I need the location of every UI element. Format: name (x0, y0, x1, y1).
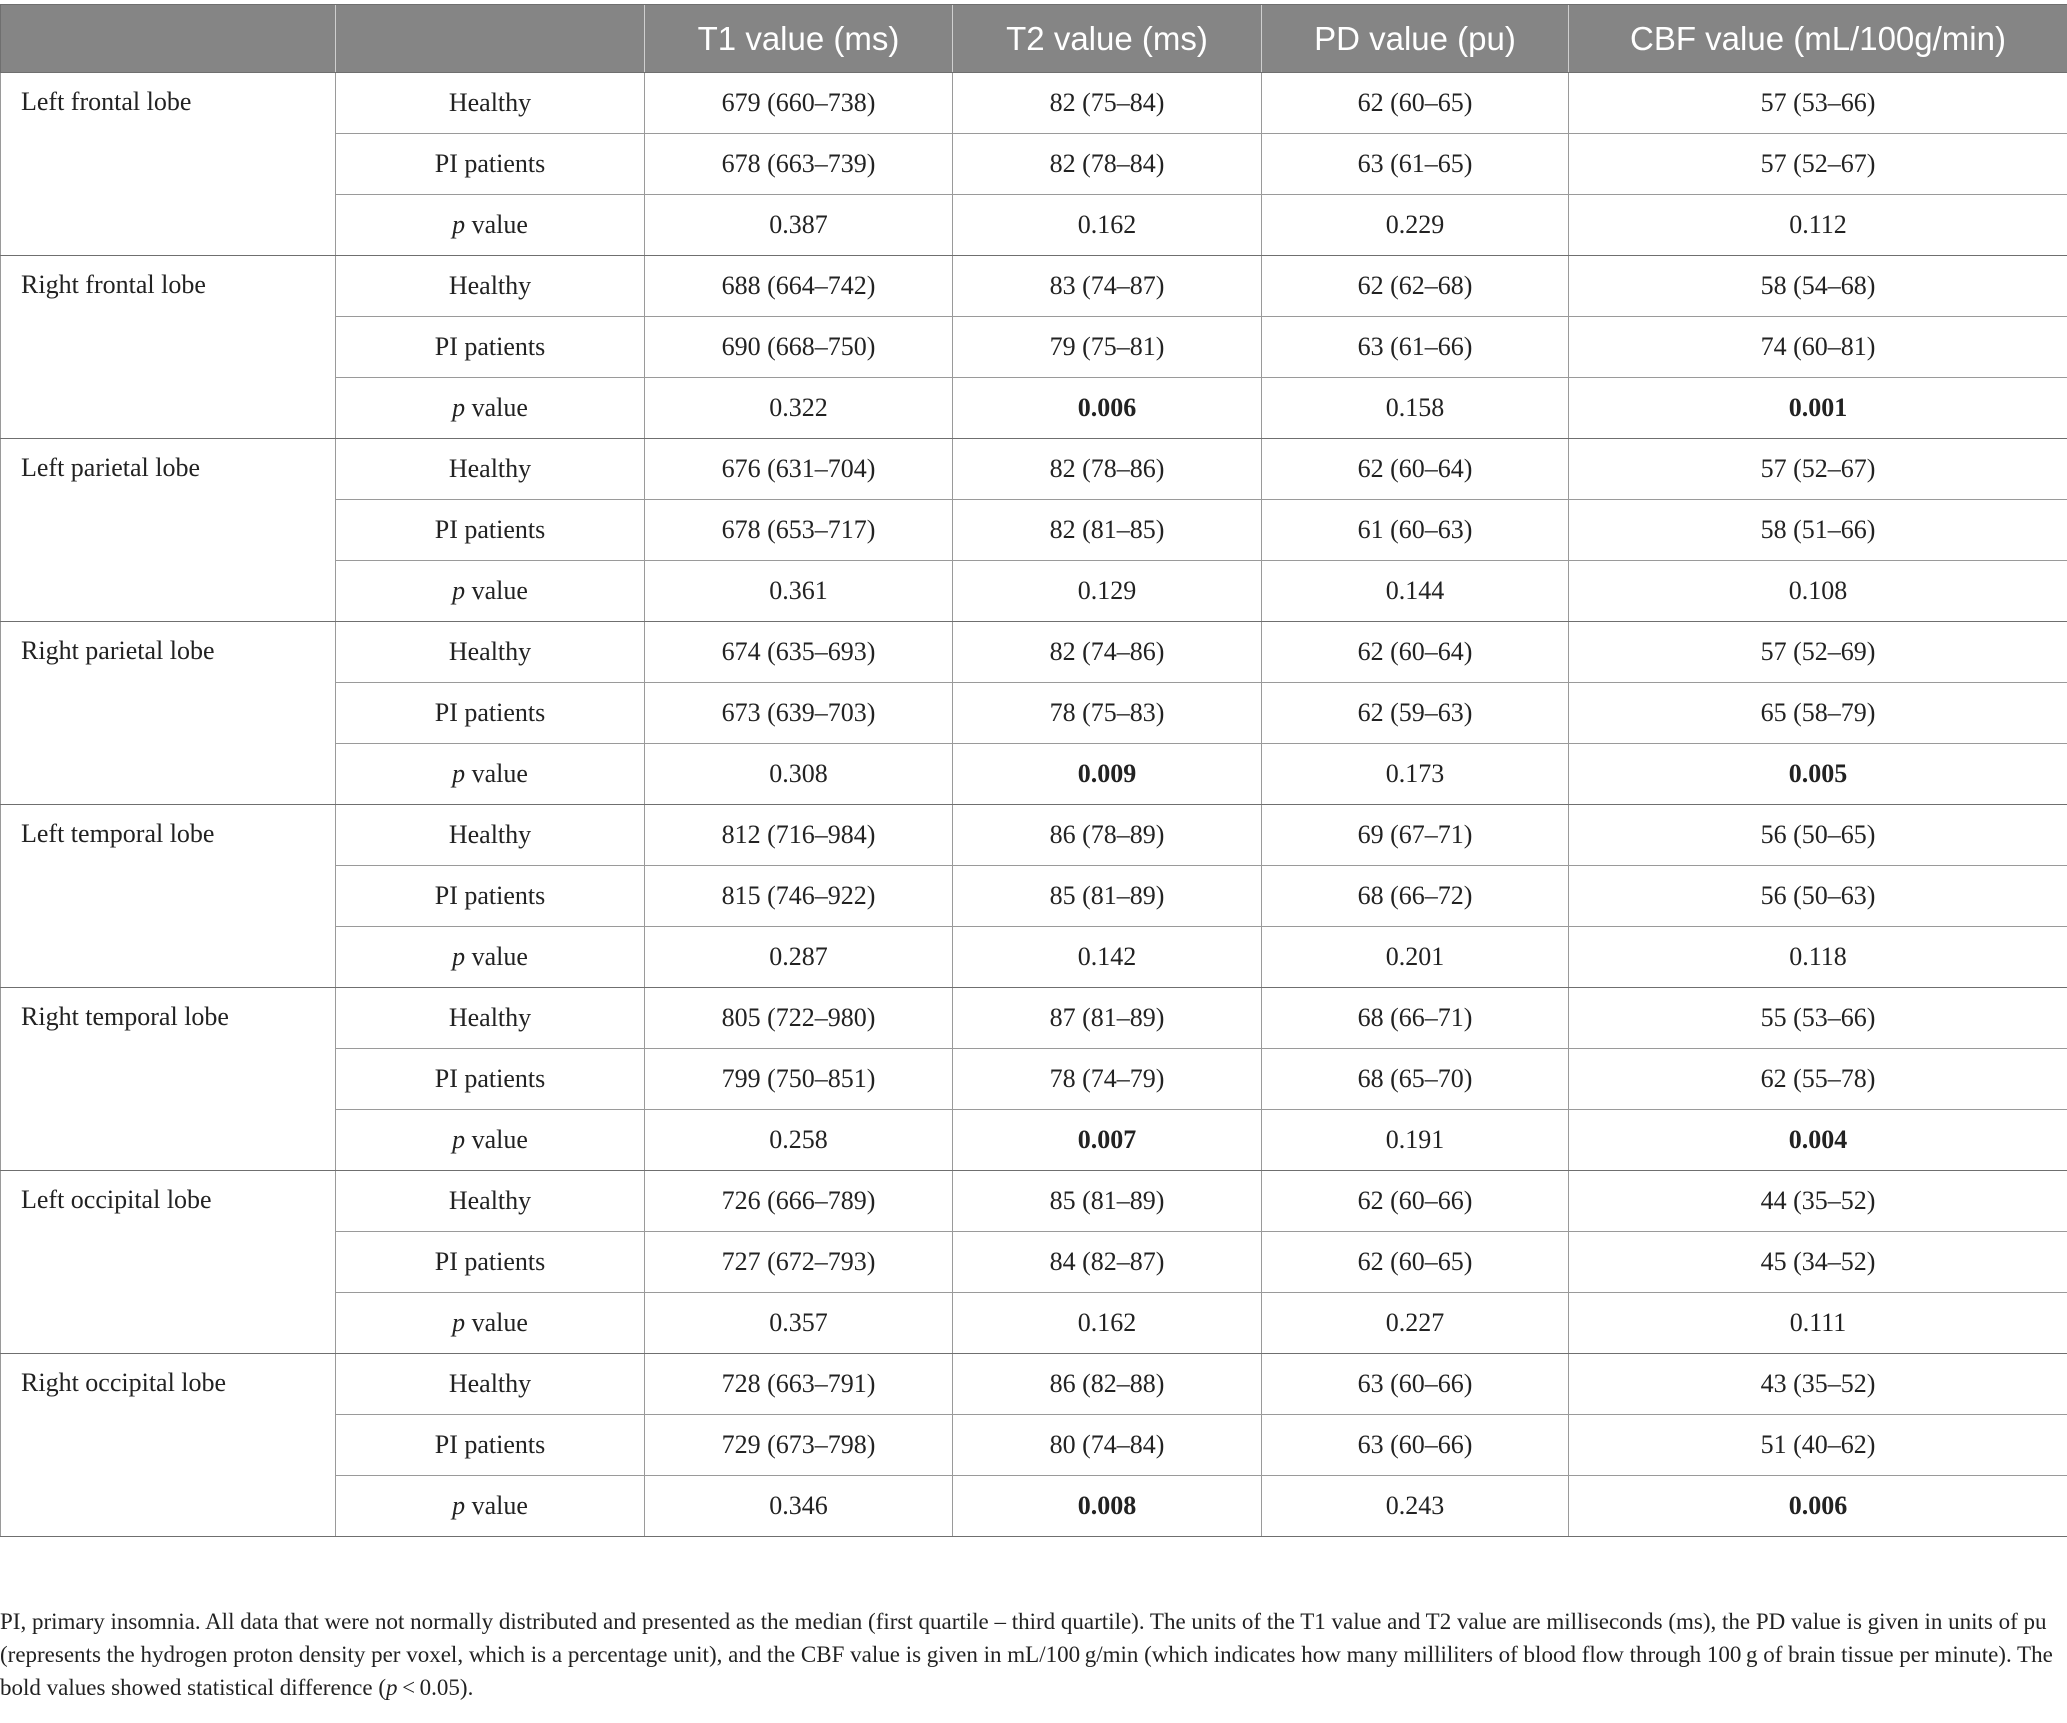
cell-t1-p-value: 0.308 (645, 744, 953, 805)
results-table (0, 4, 2067, 1537)
cell-pd-p-value: 0.158 (1262, 378, 1569, 439)
cell-t2-p-value: 0.162 (953, 195, 1262, 256)
p-value-word: value (465, 210, 528, 239)
table-row (1, 805, 2067, 866)
header-pd: PD value (pu) (1262, 5, 1569, 73)
cell-pd-p-value: 0.173 (1262, 744, 1569, 805)
header-t2: T2 value (ms) (953, 5, 1262, 73)
cell-t1-healthy: 688 (664–742) (645, 256, 953, 317)
cell-cbf-pi-patients: 62 (55–78) (1569, 1049, 2067, 1110)
cell-cbf-pi-patients: 51 (40–62) (1569, 1415, 2067, 1476)
cell-pd-p-value: 0.227 (1262, 1293, 1569, 1354)
group-label-p-value (336, 927, 645, 988)
p-symbol: p (452, 942, 466, 971)
table-row (1, 1354, 2067, 1415)
cell-cbf-pi-patients: 56 (50–63) (1569, 866, 2067, 927)
cell-cbf-pi-patients: 65 (58–79) (1569, 683, 2067, 744)
cell-pd-p-value: 0.144 (1262, 561, 1569, 622)
cell-cbf-pi-patients: 58 (51–66) (1569, 500, 2067, 561)
footnote-p-symbol: p (385, 1675, 398, 1700)
cell-cbf-healthy: 44 (35–52) (1569, 1171, 2067, 1232)
p-value-word: value (465, 576, 528, 605)
table-row (1, 256, 2067, 317)
cell-cbf-p-value: 0.001 (1569, 378, 2067, 439)
group-label-pi-patients: PI patients (336, 683, 645, 744)
table-footnote (0, 1605, 2060, 1704)
group-label-healthy: Healthy (336, 73, 645, 134)
cell-t2-p-value: 0.006 (953, 378, 1262, 439)
cell-cbf-healthy: 55 (53–66) (1569, 988, 2067, 1049)
p-symbol: p (452, 1308, 466, 1337)
cell-t1-p-value: 0.258 (645, 1110, 953, 1171)
cell-pd-pi-patients: 61 (60–63) (1262, 500, 1569, 561)
cell-t2-pi-patients: 82 (78–84) (953, 134, 1262, 195)
group-label-pi-patients: PI patients (336, 317, 645, 378)
p-symbol: p (452, 393, 466, 422)
footnote-text-end: < 0.05). (397, 1675, 474, 1700)
p-value-word: value (465, 1125, 528, 1154)
p-symbol: p (452, 1491, 466, 1520)
group-label-healthy: Healthy (336, 805, 645, 866)
cell-t2-healthy: 86 (78–89) (953, 805, 1262, 866)
cell-t2-p-value: 0.142 (953, 927, 1262, 988)
group-label-pi-patients: PI patients (336, 866, 645, 927)
p-symbol: p (452, 759, 466, 788)
cell-cbf-p-value: 0.118 (1569, 927, 2067, 988)
table-row (1, 988, 2067, 1049)
cell-t2-pi-patients: 84 (82–87) (953, 1232, 1262, 1293)
cell-pd-pi-patients: 63 (61–65) (1262, 134, 1569, 195)
header-t1: T1 value (ms) (645, 5, 953, 73)
footnote-text: PI, primary insomnia. All data that were not normally distributed and presented as the median (first quartile – third quartile). The units of the T1 value and T2 value are milliseconds (ms), the PD value is given in units of pu (represents the hydrogen proton density per voxel, which is a percentage unit), and the CBF value is given in mL/100 g/min (which indicates how many milliliters of blood flow through 100 g of brain tissue per minute). The bold values showed statistical difference ( (0, 1609, 2053, 1700)
cell-t2-p-value: 0.007 (953, 1110, 1262, 1171)
group-label-p-value (336, 561, 645, 622)
cell-t2-healthy: 82 (75–84) (953, 73, 1262, 134)
header-blank-group (336, 5, 645, 73)
group-label-healthy: Healthy (336, 988, 645, 1049)
cell-t2-pi-patients: 78 (74–79) (953, 1049, 1262, 1110)
cell-t2-pi-patients: 85 (81–89) (953, 866, 1262, 927)
cell-pd-p-value: 0.191 (1262, 1110, 1569, 1171)
cell-t1-healthy: 812 (716–984) (645, 805, 953, 866)
group-label-healthy: Healthy (336, 1354, 645, 1415)
group-label-pi-patients: PI patients (336, 1049, 645, 1110)
cell-t1-healthy: 674 (635–693) (645, 622, 953, 683)
region-name: Right occipital lobe (1, 1354, 336, 1537)
cell-pd-pi-patients: 62 (60–65) (1262, 1232, 1569, 1293)
cell-t1-p-value: 0.322 (645, 378, 953, 439)
cell-t1-pi-patients: 678 (653–717) (645, 500, 953, 561)
cell-cbf-healthy: 58 (54–68) (1569, 256, 2067, 317)
region-name: Left frontal lobe (1, 73, 336, 256)
cell-t2-pi-patients: 82 (81–85) (953, 500, 1262, 561)
cell-t1-pi-patients: 799 (750–851) (645, 1049, 953, 1110)
cell-t2-healthy: 82 (74–86) (953, 622, 1262, 683)
p-value-word: value (465, 1491, 528, 1520)
cell-t1-pi-patients: 673 (639–703) (645, 683, 953, 744)
cell-cbf-healthy: 57 (52–69) (1569, 622, 2067, 683)
region-name: Right temporal lobe (1, 988, 336, 1171)
group-label-p-value (336, 1293, 645, 1354)
group-label-pi-patients: PI patients (336, 1415, 645, 1476)
region-name: Left parietal lobe (1, 439, 336, 622)
region-name: Right frontal lobe (1, 256, 336, 439)
p-symbol: p (452, 576, 466, 605)
cell-t1-p-value: 0.346 (645, 1476, 953, 1537)
p-symbol: p (452, 210, 466, 239)
cell-t1-healthy: 726 (666–789) (645, 1171, 953, 1232)
cell-t1-p-value: 0.387 (645, 195, 953, 256)
cell-t1-pi-patients: 815 (746–922) (645, 866, 953, 927)
cell-t2-healthy: 85 (81–89) (953, 1171, 1262, 1232)
cell-pd-healthy: 62 (60–66) (1262, 1171, 1569, 1232)
cell-pd-healthy: 62 (60–64) (1262, 439, 1569, 500)
cell-t1-pi-patients: 678 (663–739) (645, 134, 953, 195)
cell-t1-healthy: 679 (660–738) (645, 73, 953, 134)
cell-pd-healthy: 62 (62–68) (1262, 256, 1569, 317)
cell-cbf-pi-patients: 57 (52–67) (1569, 134, 2067, 195)
table-row (1, 1171, 2067, 1232)
group-label-healthy: Healthy (336, 439, 645, 500)
cell-cbf-healthy: 57 (52–67) (1569, 439, 2067, 500)
cell-cbf-pi-patients: 74 (60–81) (1569, 317, 2067, 378)
cell-pd-healthy: 69 (67–71) (1262, 805, 1569, 866)
cell-cbf-healthy: 57 (53–66) (1569, 73, 2067, 134)
cell-pd-healthy: 68 (66–71) (1262, 988, 1569, 1049)
cell-pd-p-value: 0.201 (1262, 927, 1569, 988)
cell-pd-healthy: 63 (60–66) (1262, 1354, 1569, 1415)
cell-t1-p-value: 0.287 (645, 927, 953, 988)
cell-t2-healthy: 87 (81–89) (953, 988, 1262, 1049)
p-value-word: value (465, 1308, 528, 1337)
cell-t2-healthy: 86 (82–88) (953, 1354, 1262, 1415)
cell-pd-healthy: 62 (60–64) (1262, 622, 1569, 683)
group-label-p-value (336, 744, 645, 805)
cell-pd-p-value: 0.229 (1262, 195, 1569, 256)
cell-t1-p-value: 0.357 (645, 1293, 953, 1354)
cell-t2-pi-patients: 79 (75–81) (953, 317, 1262, 378)
header-cbf: CBF value (mL/100g/min) (1569, 5, 2067, 73)
p-value-word: value (465, 942, 528, 971)
cell-cbf-p-value: 0.112 (1569, 195, 2067, 256)
group-label-healthy: Healthy (336, 256, 645, 317)
cell-cbf-p-value: 0.006 (1569, 1476, 2067, 1537)
cell-pd-pi-patients: 62 (59–63) (1262, 683, 1569, 744)
cell-t2-p-value: 0.009 (953, 744, 1262, 805)
cell-t1-pi-patients: 729 (673–798) (645, 1415, 953, 1476)
group-label-p-value (336, 1110, 645, 1171)
cell-cbf-p-value: 0.004 (1569, 1110, 2067, 1171)
region-name: Left temporal lobe (1, 805, 336, 988)
cell-pd-pi-patients: 63 (61–66) (1262, 317, 1569, 378)
group-label-pi-patients: PI patients (336, 500, 645, 561)
cell-cbf-healthy: 56 (50–65) (1569, 805, 2067, 866)
cell-t1-p-value: 0.361 (645, 561, 953, 622)
cell-cbf-pi-patients: 45 (34–52) (1569, 1232, 2067, 1293)
group-label-pi-patients: PI patients (336, 134, 645, 195)
cell-pd-p-value: 0.243 (1262, 1476, 1569, 1537)
group-label-p-value (336, 1476, 645, 1537)
header-blank-region (1, 5, 336, 73)
cell-t1-pi-patients: 690 (668–750) (645, 317, 953, 378)
cell-t2-pi-patients: 80 (74–84) (953, 1415, 1262, 1476)
p-value-word: value (465, 759, 528, 788)
group-label-p-value (336, 195, 645, 256)
cell-t2-p-value: 0.162 (953, 1293, 1262, 1354)
table-row (1, 622, 2067, 683)
cell-t2-pi-patients: 78 (75–83) (953, 683, 1262, 744)
p-symbol: p (452, 1125, 466, 1154)
cell-t2-healthy: 82 (78–86) (953, 439, 1262, 500)
p-value-word: value (465, 393, 528, 422)
cell-cbf-p-value: 0.111 (1569, 1293, 2067, 1354)
table-row (1, 73, 2067, 134)
cell-t1-healthy: 676 (631–704) (645, 439, 953, 500)
cell-t2-p-value: 0.129 (953, 561, 1262, 622)
table-body (1, 73, 2067, 1537)
group-label-healthy: Healthy (336, 622, 645, 683)
cell-t2-p-value: 0.008 (953, 1476, 1262, 1537)
cell-t1-healthy: 728 (663–791) (645, 1354, 953, 1415)
table-row (1, 439, 2067, 500)
group-label-pi-patients: PI patients (336, 1232, 645, 1293)
group-label-healthy: Healthy (336, 1171, 645, 1232)
table-header (1, 5, 2067, 73)
cell-pd-pi-patients: 68 (65–70) (1262, 1049, 1569, 1110)
cell-pd-pi-patients: 68 (66–72) (1262, 866, 1569, 927)
region-name: Left occipital lobe (1, 1171, 336, 1354)
cell-cbf-healthy: 43 (35–52) (1569, 1354, 2067, 1415)
group-label-p-value (336, 378, 645, 439)
cell-cbf-p-value: 0.005 (1569, 744, 2067, 805)
cell-pd-pi-patients: 63 (60–66) (1262, 1415, 1569, 1476)
cell-t1-pi-patients: 727 (672–793) (645, 1232, 953, 1293)
region-name: Right parietal lobe (1, 622, 336, 805)
cell-t1-healthy: 805 (722–980) (645, 988, 953, 1049)
cell-t2-healthy: 83 (74–87) (953, 256, 1262, 317)
cell-cbf-p-value: 0.108 (1569, 561, 2067, 622)
cell-pd-healthy: 62 (60–65) (1262, 73, 1569, 134)
